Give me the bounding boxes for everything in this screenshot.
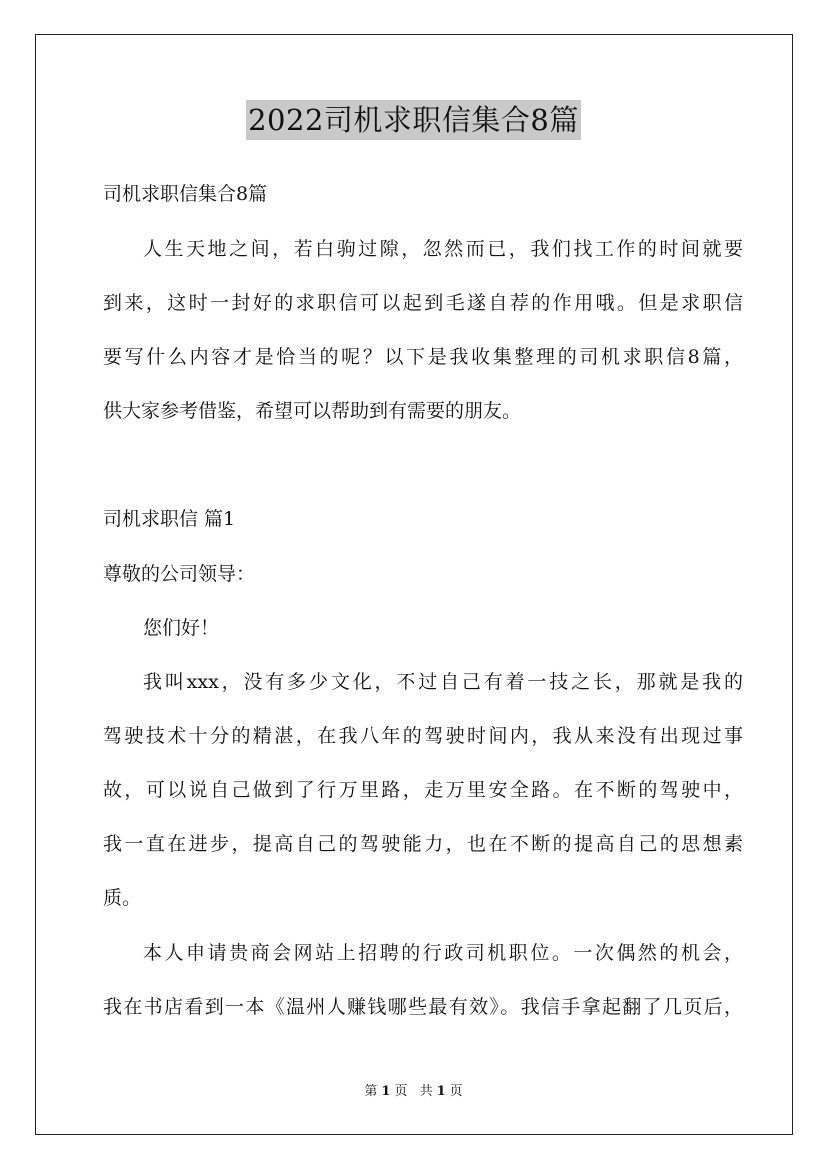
section-heading: 司机求职信 篇1	[103, 508, 236, 530]
para1-line-5: 质。	[103, 887, 142, 909]
para1-line-1: 我叫xxx，没有多少文化，不过自己有着一技之长，那就是我的	[143, 671, 743, 693]
document-title: 2022司机求职信集合8篇	[246, 100, 581, 140]
page-number	[362, 1084, 409, 1099]
intro-line-3: 要写什么内容才是恰当的呢？以下是我收集整理的司机求职信8篇，	[103, 346, 743, 368]
page-footer	[0, 1083, 827, 1101]
total-num: 1	[436, 1084, 446, 1099]
greeting: 您们好！	[143, 617, 220, 639]
page-total	[418, 1084, 465, 1099]
document-subtitle: 司机求职信集合8篇	[103, 183, 268, 205]
para1-line-4: 我一直在进步，提高自己的驾驶能力，也在不断的提高自己的思想素	[103, 833, 743, 855]
total-suffix: 页	[449, 1084, 463, 1099]
page-suffix: 页	[394, 1084, 408, 1099]
salutation: 尊敬的公司领导：	[103, 563, 256, 585]
intro-line-1: 人生天地之间，若白驹过隙，忽然而已，我们找工作的时间就要	[143, 238, 743, 260]
title-container	[0, 100, 827, 140]
para2-line-1: 本人申请贵商会网站上招聘的行政司机职位。一次偶然的机会，	[143, 942, 743, 964]
para1-line-3: 故，可以说自己做到了行万里路，走万里安全路。在不断的驾驶中，	[103, 779, 743, 801]
page-prefix: 第	[364, 1084, 378, 1099]
intro-line-2: 到来，这时一封好的求职信可以起到毛遂自荐的作用哦。但是求职信	[103, 292, 743, 314]
total-prefix: 共	[419, 1084, 433, 1099]
intro-line-4: 供大家参考借鉴，希望可以帮助到有需要的朋友。	[103, 400, 522, 422]
para2-line-2: 我在书店看到一本《温州人赚钱哪些最有效》。我信手拿起翻了几页后，	[103, 996, 743, 1018]
page-num: 1	[381, 1084, 391, 1099]
para1-line-2: 驾驶技术十分的精湛，在我八年的驾驶时间内，我从来没有出现过事	[103, 725, 743, 747]
